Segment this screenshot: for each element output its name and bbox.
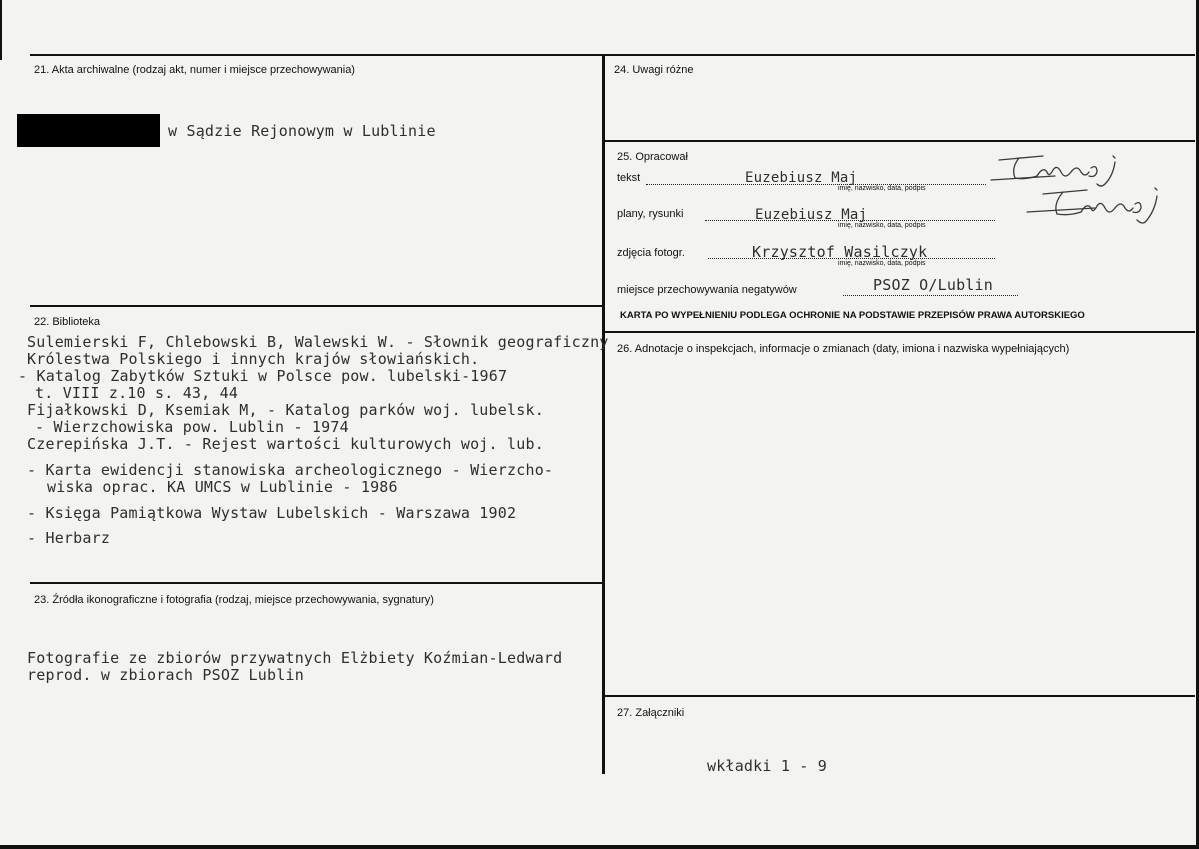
- biblio-line-2: Królestwa Polskiego i innych krajów słowiańskich.: [27, 350, 480, 368]
- section-27-label: 27. Załączniki: [617, 707, 685, 719]
- section-24-label: 24. Uwagi różne: [614, 64, 694, 76]
- top-rule: [30, 54, 1195, 56]
- rule-22-23: [30, 582, 603, 584]
- miejsce-label: miejsce przechowywania negatywów: [617, 284, 797, 296]
- left-edge-mark: [0, 0, 2, 60]
- rule-25-26: [603, 331, 1195, 333]
- miejsce-value: PSOZ O/Lublin: [873, 276, 993, 294]
- plany-hint: imię, nazwisko, data, podpis: [838, 222, 926, 229]
- plany-label: plany, rysunki: [617, 208, 684, 220]
- biblio-line-5: Fijałkowski D, Ksemiak M, - Katalog parków woj. lubelsk.: [27, 401, 544, 419]
- tekst-hint: imię, nazwisko, data, podpis: [838, 185, 926, 192]
- section-22-label: 22. Biblioteka: [34, 316, 101, 328]
- copyright-notice: KARTA PO WYPEŁNIENIU PODLEGA OCHRONIE NA PODSTAWIE PRZEPISÓW PRAWA AUTORSKIEGO: [620, 310, 1085, 321]
- biblio-line-10: - Księga Pamiątkowa Wystaw Lubelskich - Warszawa 1902: [27, 504, 517, 522]
- biblio-line-7: Czerepińska J.T. - Rejest wartości kulturowych woj. lub.: [27, 435, 544, 453]
- iconography-line-1: Fotografie ze zbiorów przywatnych Elżbiety Koźmian-Ledward: [27, 649, 563, 667]
- section-25-label: 25. Opracował: [617, 151, 688, 163]
- iconography-line-2: reprod. w zbiorach PSOZ Lublin: [27, 666, 304, 684]
- plany-value: Euzebiusz Maj: [755, 207, 868, 223]
- center-divider: [602, 54, 605, 774]
- rule-24-25: [603, 140, 1195, 142]
- section-21-text: w Sądzie Rejonowym w Lublinie: [168, 122, 436, 140]
- zdjecia-value: Krzysztof Wasilczyk: [752, 243, 928, 261]
- biblio-line-9: wiska oprac. KA UMCS w Lublinie - 1986: [47, 478, 398, 496]
- redacted-block: [17, 114, 160, 147]
- miejsce-dotted-line: [843, 295, 1018, 296]
- signature: [985, 150, 1165, 235]
- biblio-line-11: - Herbarz: [27, 529, 111, 547]
- zdjecia-label: zdjęcia fotogr.: [617, 247, 685, 259]
- biblio-line-8: - Karta ewidencji stanowiska archeologicznego - Wierzcho-: [27, 461, 554, 479]
- tekst-label: tekst: [617, 172, 641, 184]
- biblio-line-1: Sulemierski F, Chlebowski B, Walewski W. - Słownik geograficzny: [27, 333, 609, 351]
- rule-21-22: [30, 305, 603, 307]
- biblio-line-4: t. VIII z.10 s. 43, 44: [35, 384, 239, 402]
- section-23-label: 23. Źródła ikonograficzne i fotografia (rodzaj, miejsce przechowywania, sygnatury): [34, 594, 434, 606]
- biblio-line-3: - Katalog Zabytków Sztuki w Polsce pow. lubelski-1967: [18, 367, 508, 385]
- attachments-text: wkładki 1 - 9: [707, 757, 827, 775]
- zdjecia-hint: imię, nazwisko, data, podpis: [838, 260, 926, 267]
- biblio-line-6: - Wierzchowiska pow. Lublin - 1974: [35, 418, 349, 436]
- rule-26-27: [603, 695, 1195, 697]
- tekst-value: Euzebiusz Maj: [745, 170, 858, 186]
- bottom-edge-mark: [0, 845, 1199, 849]
- section-26-label: 26. Adnotacje o inspekcjach, informacje o zmianach (daty, imiona i nazwiska wypełniających): [617, 343, 1070, 355]
- section-21-label: 21. Akta archiwalne (rodzaj akt, numer i miejsce przechowywania): [34, 64, 355, 76]
